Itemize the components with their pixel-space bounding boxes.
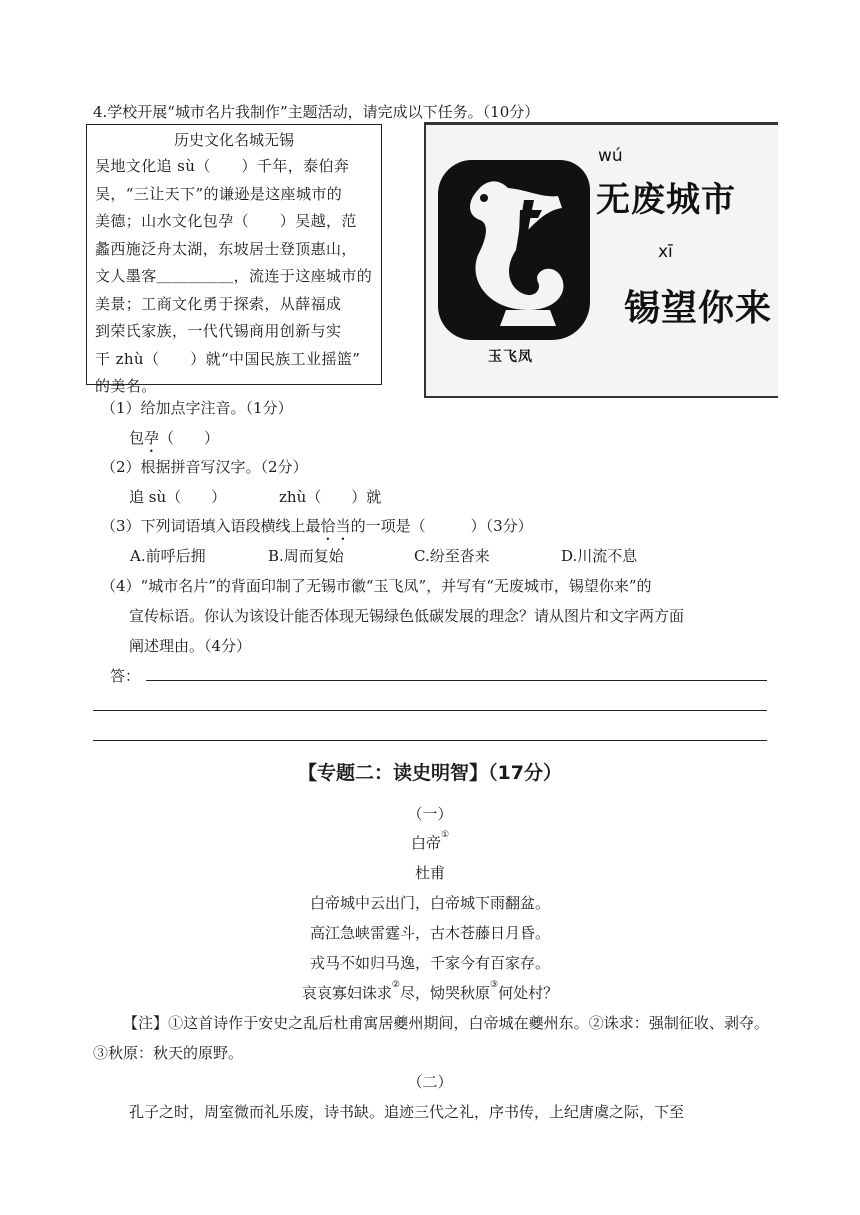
poem-text: 哀哀寡妇诛求	[301, 984, 392, 1002]
question-intro: 4.学校开展“城市名片我制作”主题活动，请完成以下任务。（10分）	[93, 103, 540, 121]
passage-line: 吴地文化追 sù（ ）千年，泰伯奔	[95, 157, 350, 175]
passage-line: 蠡西施泛舟太湖，东坡居士登顶惠山，	[95, 239, 357, 258]
slogan-line-2: 锡望你来	[624, 288, 773, 329]
subquestion-4-line-1: （4）“城市名片”的背面印制了无锡市徽“玉飞凤”，并写有“无废城市，锡望你来”的	[101, 577, 652, 595]
option-a[interactable]: A.前呼后拥	[130, 547, 206, 565]
passage-line: 文人墨客＿＿＿＿＿，流连于这座城市的	[95, 267, 373, 285]
subquestion-4-line-2: 宣传标语。你认为该设计能否体现无锡绿色低碳发展的理念？请从图片和文字两方面	[129, 607, 685, 625]
footnote-mark: ③	[490, 980, 499, 990]
q2-item-a[interactable]: 追 sù（ ）	[129, 488, 227, 506]
prose-line: 孔子之时，周室微而礼乐废，诗书缺。追迹三代之礼，序书传，上纪唐虞之际，下至	[129, 1103, 685, 1121]
footnote-mark: ②	[391, 980, 400, 990]
subquestion-3	[101, 515, 533, 544]
subquestion-2: （2）根据拼音写汉字。（2分）	[101, 458, 308, 476]
q1-char: 包	[129, 429, 145, 447]
part-two-heading: （二）	[407, 1073, 453, 1091]
poem-title	[0, 832, 860, 853]
option-d[interactable]: D.川流不息	[561, 547, 638, 565]
q1-dotted-char: 孕	[144, 429, 160, 447]
pinyin-wu: wú	[598, 146, 623, 166]
passage-box	[86, 124, 382, 395]
answer-line-2[interactable]	[93, 710, 767, 711]
poem-notes: 【注】①这首诗作于安史之乱后杜甫寓居夔州期间，白帝城在夔州东。②诛求：强制征收、剥夺。③秋原：秋天的原野。	[93, 1014, 769, 1062]
phoenix-icon	[438, 160, 590, 340]
slogan-line-1: 无废城市	[596, 180, 736, 220]
q3-text: （3）下列词语填入语段横线上最	[101, 517, 321, 535]
emblem-label: 玉飞凤	[488, 349, 533, 365]
passage-body	[95, 153, 375, 401]
pinyin-xi: xī	[658, 242, 673, 262]
poem-text: 何处村？	[498, 984, 559, 1002]
part-one-heading: （一）	[407, 805, 453, 823]
answer-line-1[interactable]	[146, 680, 767, 681]
passage-line: 到荣氏家族，一代代锡商用创新与实	[95, 322, 342, 340]
poem-line: 戎马不如归马逸，千家今有百家存。	[309, 954, 550, 972]
subquestion-1-item	[129, 427, 219, 456]
q3-dotted-text: 恰当	[320, 517, 351, 535]
section-title: 【专题二：读史明智】（17分）	[298, 762, 562, 784]
footnote-mark: ①	[440, 830, 450, 840]
answer-label: 答：	[110, 667, 141, 685]
poem-author: 杜甫	[414, 864, 445, 882]
poem-line: 白帝城中云出门，白帝城下雨翻盆。	[309, 894, 550, 912]
q1-answer-blank[interactable]: （ ）	[159, 429, 220, 447]
passage-line: 的美名。	[95, 377, 157, 395]
passage-title: 历史文化名城无锡	[173, 131, 294, 149]
poem-line: 高江急峡雷霆斗，古木苍藤日月昏。	[309, 924, 550, 942]
subquestion-1: （1）给加点字注音。（1分）	[101, 399, 293, 417]
passage-line: 美德；山水文化包孕（ ）吴越，范	[95, 212, 357, 230]
option-c[interactable]: C.纷至沓来	[414, 547, 490, 565]
passage-line: 美景；工商文化勇于探索，从薛福成	[95, 294, 342, 313]
jade-phoenix-emblem	[438, 160, 590, 340]
passage-line: 干 zhù（ ）就“中国民族工业摇篮”	[95, 349, 361, 368]
poem-line-last	[0, 982, 860, 1003]
q3-text-end: 的一项是（ ）（3分）	[350, 517, 533, 535]
passage-line: 吴，“三让天下”的谦逊是这座城市的	[95, 184, 343, 203]
q2-item-b[interactable]: zhù（ ）就	[279, 488, 382, 506]
poem-text: 尽，恸哭秋原	[399, 984, 490, 1002]
poem-title-text: 白帝	[410, 834, 441, 852]
option-b[interactable]: B.周而复始	[268, 547, 344, 565]
answer-line-3[interactable]	[93, 740, 767, 741]
subquestion-4-line-3: 阐述理由。（4分）	[129, 637, 252, 655]
